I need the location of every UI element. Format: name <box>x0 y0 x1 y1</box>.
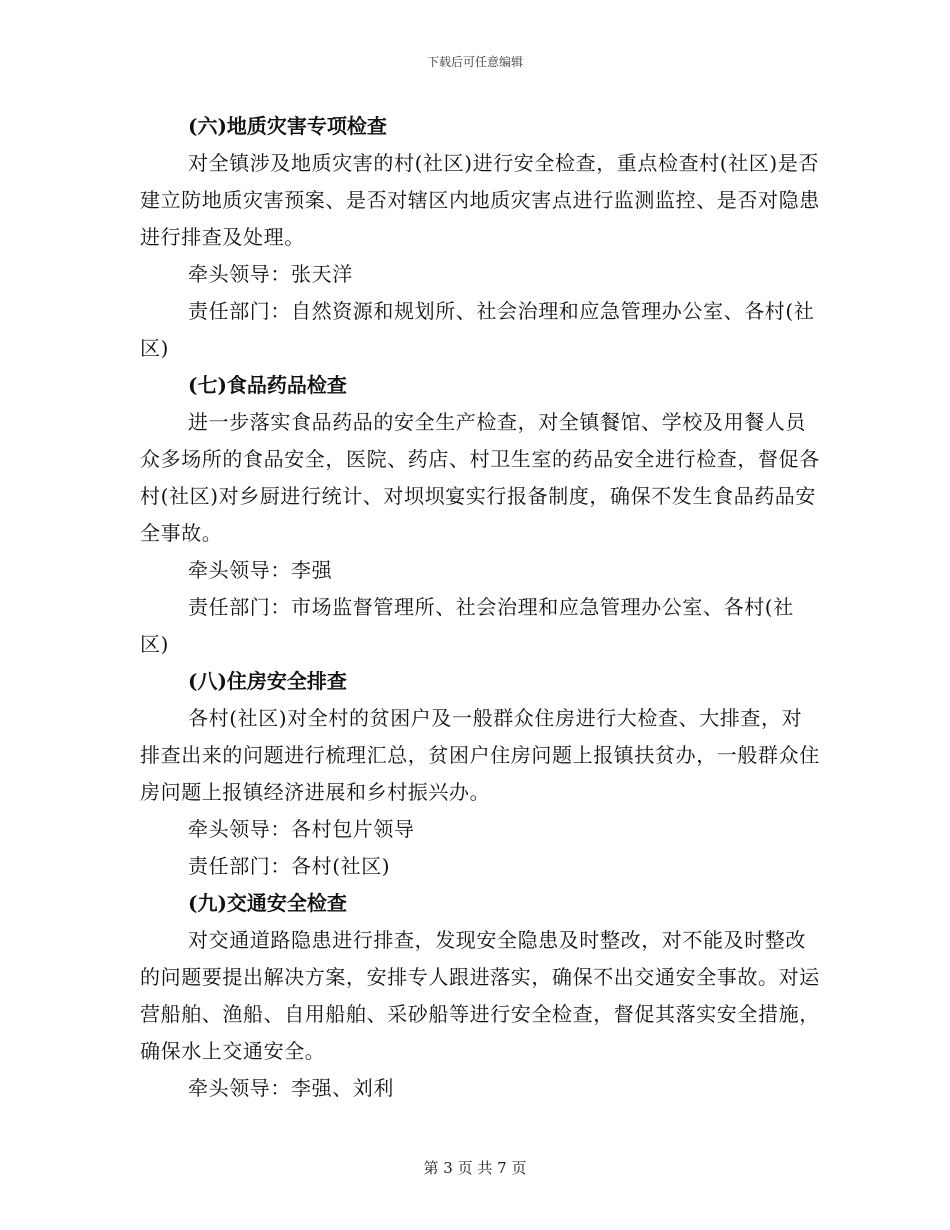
section-food-drug <box>140 367 820 663</box>
section-body: 对交通道路隐患进行排查，发现安全隐患及时整改，对不能及时整改的问题要提出解决方案，安排专人跟进落实，确保不出交通安全事故。对运营船舶、渔船、自用船舶、采砂船等进行安全检查，督促其落实安全措施，确保水上交通安全。 <box>140 928 820 1063</box>
section-heading: (八)住房安全排查 <box>188 669 347 693</box>
responsible-department: 责任部门：各村(社区) <box>188 854 391 878</box>
section-body: 对全镇涉及地质灾害的村(社区)进行安全检查，重点检查村(社区)是否建立防地质灾害预案、是否对辖区内地质灾害点进行监测监控、是否对隐患进行排查及处理。 <box>140 151 820 249</box>
lead-leader: 牵头领导：张天洋 <box>188 262 353 286</box>
section-traffic-safety <box>140 885 820 1107</box>
page-header: 下载后可任意编辑 <box>426 55 523 69</box>
document-body <box>140 108 820 1107</box>
section-geological-hazard <box>140 108 820 367</box>
section-heading: (九)交通安全检查 <box>188 891 347 915</box>
section-housing-safety <box>140 663 820 885</box>
lead-leader: 牵头领导：各村包片领导 <box>188 817 415 841</box>
section-body: 各村(社区)对全村的贫困户及一般群众住房进行大检查、大排查，对排查出来的问题进行梳理汇总，贫困户住房问题上报镇扶贫办，一般群众住房问题上报镇经济进展和乡村振兴办。 <box>140 706 820 804</box>
lead-leader: 牵头领导：李强 <box>188 558 333 582</box>
lead-leader: 牵头领导：李强、刘利 <box>188 1076 394 1100</box>
responsible-department: 责任部门：自然资源和规划所、社会治理和应急管理办公室、各村(社区) <box>140 299 815 360</box>
section-heading: (七)食品药品检查 <box>188 373 347 397</box>
page-number: 第 3 页 共 7 页 <box>423 1159 527 1177</box>
responsible-department: 责任部门：市场监督管理所、社会治理和应急管理办公室、各村(社区) <box>140 595 794 656</box>
section-body: 进一步落实食品药品的安全生产检查，对全镇餐馆、学校及用餐人员众多场所的食品安全，医院、药店、村卫生室的药品安全进行检查，督促各村(社区)对乡厨进行统计、对坝坝宴实行报备制度，确保不发生食品药品安全事故。 <box>140 410 820 545</box>
section-heading: (六)地质灾害专项检查 <box>188 114 387 138</box>
